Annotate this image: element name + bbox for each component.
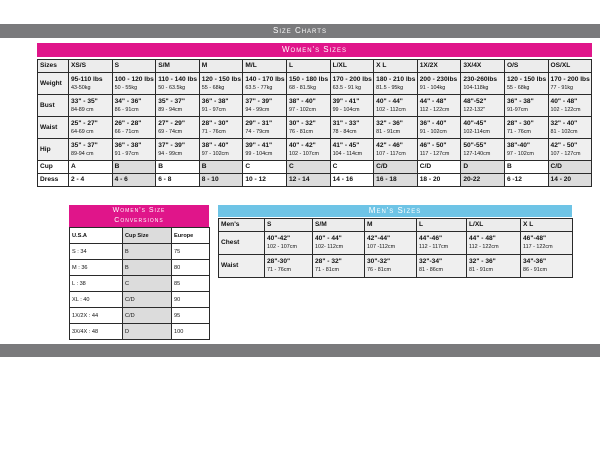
conversions-row (70, 276, 210, 292)
cell-primary-value: 40"-45" (463, 119, 487, 127)
cell-primary-value: 40" - 42" (288, 141, 316, 149)
cell-primary-value: 25" - 27" (71, 119, 98, 127)
womens-bust-cell (199, 95, 243, 117)
womens-bust-cell (286, 95, 330, 117)
cell-primary-value: 200 - 230lbs (419, 75, 458, 83)
cell-primary-value: 95-110 lbs (71, 75, 103, 83)
womens-cup-cell: C/D (374, 161, 418, 174)
cell-secondary-value: 89-94 cm (71, 150, 94, 157)
womens-bust-cell (417, 95, 461, 117)
mens-chest-cell (467, 232, 521, 255)
womens-waist-cell (69, 117, 113, 139)
mens-column-header: X L (521, 219, 573, 232)
cell-primary-value: 30"-32" (367, 258, 391, 265)
cell-primary-value: 39" - 41" (245, 141, 273, 149)
cell-primary-value: 28" - 30" (201, 119, 229, 127)
cell-secondary-value: 102-114cm (463, 128, 490, 135)
womens-cup-cell: C/D (548, 161, 592, 174)
womens-cup-cell: B (156, 161, 200, 174)
womens-waist-cell (417, 117, 461, 139)
womens-dress-cell: 6 - 8 (156, 174, 200, 187)
conversions-row (70, 244, 210, 260)
womens-weight-cell (504, 73, 548, 95)
cell-secondary-value: 112 - 122cm (419, 106, 450, 113)
mens-waist-cell (365, 255, 417, 278)
cell-primary-value: 100 - 120 lbs (114, 75, 154, 83)
womens-bust-cell (243, 95, 287, 117)
cell-secondary-value: 55 - 68kg (506, 84, 530, 91)
womens-hip-cell (286, 139, 330, 161)
cell-primary-value: 46" - 50" (419, 141, 447, 149)
cell-secondary-value: 68 - 81.5kg (288, 84, 316, 91)
cell-secondary-value: 112 - 122cm (469, 244, 499, 250)
cell-secondary-value: 97 - 102cm (506, 150, 534, 157)
cell-secondary-value: 77 - 91kg (550, 84, 574, 91)
womens-hip-cell (374, 139, 418, 161)
womens-weight-cell (112, 73, 156, 95)
cell-primary-value: 41" - 45" (332, 141, 360, 149)
cell-secondary-value: 86 - 91cm (523, 267, 547, 273)
cell-secondary-value: 76 - 81cm (367, 267, 391, 273)
womens-dress-cell: 14 - 20 (548, 174, 592, 187)
conversions-cell: M : 36 (70, 260, 123, 276)
cell-secondary-value: 76 - 81cm (288, 128, 313, 135)
womens-bust-cell (461, 95, 505, 117)
cell-secondary-value: 74 - 79cm (245, 128, 270, 135)
womens-dress-cell: 6 -12 (504, 174, 548, 187)
cell-primary-value: 40" - 44" (315, 235, 342, 242)
cell-primary-value: 32" - 40" (550, 119, 578, 127)
cell-secondary-value: 71 - 76cm (267, 267, 291, 273)
cell-secondary-value: 112 - 117cm (419, 244, 449, 250)
womens-bust-cell (112, 95, 156, 117)
cell-primary-value: 44" - 48" (419, 97, 447, 105)
cell-secondary-value: 55 - 68kg (201, 84, 225, 91)
cell-secondary-value: 94 - 99cm (158, 150, 183, 157)
womens-column-header: S (112, 60, 156, 73)
womens-column-header: 1X/2X (417, 60, 461, 73)
mens-chest-row (219, 232, 573, 255)
cell-primary-value: 35" - 37" (158, 97, 185, 105)
cell-primary-value: 40"-42" (267, 235, 291, 242)
womens-waist-cell (112, 117, 156, 139)
cell-secondary-value: 104-118kg (463, 84, 489, 91)
conversions-column-header: U.S.A (70, 228, 123, 244)
womens-column-header: O/S (504, 60, 548, 73)
womens-column-header: M/L (243, 60, 287, 73)
conversions-cell: 85 (172, 276, 210, 292)
cell-secondary-value: 99 - 104cm (332, 106, 360, 113)
cell-secondary-value: 63.5 - 77kg (245, 84, 273, 91)
conversions-cell: 1X/2X : 44 (70, 308, 123, 324)
mens-chest-cell (417, 232, 467, 255)
cell-secondary-value: 107 - 127cm (550, 150, 581, 157)
conversions-cell: C/D (123, 292, 172, 308)
mens-chest-cell (365, 232, 417, 255)
womens-waist-cell (374, 117, 418, 139)
mens-sizes-title: Men's Sizes (218, 205, 572, 217)
cell-primary-value: 27" - 29" (158, 119, 185, 127)
womens-hip-label: Hip (38, 139, 69, 161)
womens-dress-cell: 12 - 14 (286, 174, 330, 187)
womens-bust-cell (330, 95, 374, 117)
womens-column-header: Sizes (38, 60, 69, 73)
cell-secondary-value: 117 - 122cm (523, 244, 553, 250)
womens-hip-cell (330, 139, 374, 161)
cell-secondary-value: 102 - 107cm (288, 150, 319, 157)
mens-waist-label: Waist (219, 255, 265, 278)
conversions-cell: 80 (172, 260, 210, 276)
womens-dress-cell: 10 - 12 (243, 174, 287, 187)
cell-secondary-value: 71 - 76cm (201, 128, 226, 135)
womens-column-header: L (286, 60, 330, 73)
cell-secondary-value: 107 -112cm (367, 244, 396, 250)
cell-secondary-value: 102- 112cm (315, 244, 344, 250)
womens-waist-label: Waist (38, 117, 69, 139)
cell-primary-value: 37" - 39" (158, 141, 185, 149)
womens-hip-cell (156, 139, 200, 161)
cell-secondary-value: 50 - 55kg (114, 84, 138, 91)
womens-waist-cell (243, 117, 287, 139)
cell-primary-value: 150 - 180 lbs (288, 75, 329, 83)
cell-secondary-value: 91 - 102cm (419, 128, 447, 135)
mens-waist-row (219, 255, 573, 278)
cell-secondary-value: 117 - 127cm (419, 150, 450, 157)
womens-weight-cell (199, 73, 243, 95)
mens-waist-cell (265, 255, 313, 278)
conversions-column-header: Cup Size (123, 228, 172, 244)
womens-hip-cell (504, 139, 548, 161)
cell-secondary-value: 97 - 102cm (201, 150, 229, 157)
cell-secondary-value: 86 - 91cm (114, 106, 139, 113)
cell-secondary-value: 94 - 99cm (245, 106, 270, 113)
womens-dress-label: Dress (38, 174, 69, 187)
womens-hip-cell (417, 139, 461, 161)
womens-bust-cell (156, 95, 200, 117)
cell-primary-value: 28"-30" (267, 258, 291, 265)
womens-weight-cell (548, 73, 592, 95)
womens-cup-cell: B (504, 161, 548, 174)
conversions-cell: XL : 40 (70, 292, 123, 308)
cell-primary-value: 26" - 28" (114, 119, 142, 127)
conversions-title-line1: Women's Size (112, 207, 166, 214)
cell-secondary-value: 50 - 63.5kg (158, 84, 186, 91)
womens-cup-cell: C (243, 161, 287, 174)
womens-weight-cell (243, 73, 287, 95)
womens-cup-row (38, 161, 592, 174)
cell-secondary-value: 102 - 122cm (550, 106, 581, 113)
conversions-cell: C/D (123, 308, 172, 324)
cell-primary-value: 38" - 40" (288, 97, 316, 105)
cell-primary-value: 170 - 200 lbs (332, 75, 372, 83)
mens-sizes-table (218, 218, 573, 278)
womens-waist-cell (504, 117, 548, 139)
womens-weight-cell (461, 73, 505, 95)
cell-primary-value: 31" - 33" (332, 119, 360, 127)
mens-column-header: Men's (219, 219, 265, 232)
cell-primary-value: 33" - 35" (71, 97, 98, 105)
mens-chest-cell (313, 232, 365, 255)
cell-secondary-value: 69 - 74cm (158, 128, 183, 135)
womens-hip-cell (69, 139, 113, 161)
womens-hip-cell (199, 139, 243, 161)
size-charts-header-bar (0, 24, 600, 38)
cell-primary-value: 37" - 39" (245, 97, 273, 105)
womens-dress-cell: 2 - 4 (69, 174, 113, 187)
conversions-cell: D (123, 324, 172, 340)
cell-secondary-value: 81 - 86cm (419, 267, 443, 273)
womens-hip-row (38, 139, 592, 161)
womens-dress-cell: 8 - 10 (199, 174, 243, 187)
womens-weight-label: Weight (38, 73, 69, 95)
conversions-column-header: Europe (172, 228, 210, 244)
womens-weight-cell (286, 73, 330, 95)
cell-secondary-value: 91-97cm (506, 106, 528, 113)
womens-weight-cell (374, 73, 418, 95)
cell-primary-value: 44"-46" (419, 235, 443, 242)
cell-primary-value: 36" - 40" (419, 119, 447, 127)
womens-conversions-title (69, 205, 209, 227)
cell-primary-value: 180 - 210 lbs (376, 75, 416, 83)
womens-waist-cell (548, 117, 592, 139)
cell-primary-value: 32" - 36" (469, 258, 496, 265)
cell-secondary-value: 102 - 112cm (376, 106, 406, 113)
womens-column-header: XS/S (69, 60, 113, 73)
cell-primary-value: 36" - 38" (201, 97, 229, 105)
cell-primary-value: 29" - 31" (245, 119, 273, 127)
womens-column-header: M (199, 60, 243, 73)
womens-column-header: S/M (156, 60, 200, 73)
conversions-row (70, 308, 210, 324)
mens-chest-cell (521, 232, 573, 255)
cell-primary-value: 32" - 36" (376, 119, 403, 127)
mens-column-header: S/M (313, 219, 365, 232)
cell-secondary-value: 78 - 84cm (332, 128, 357, 135)
cell-primary-value: 36" - 38" (506, 97, 534, 105)
cell-secondary-value: 91 - 104kg (419, 84, 446, 91)
womens-dress-cell: 4 - 6 (112, 174, 156, 187)
cell-primary-value: 40" - 44" (376, 97, 403, 105)
cell-primary-value: 48"-52" (463, 97, 487, 105)
cell-secondary-value: 127-140cm (463, 150, 491, 157)
cell-secondary-value: 71 - 81cm (315, 267, 339, 273)
mens-waist-cell (521, 255, 573, 278)
womens-weight-row (38, 73, 592, 95)
womens-hip-cell (548, 139, 592, 161)
womens-waist-row (38, 117, 592, 139)
cell-primary-value: 120 - 150 lbs (506, 75, 547, 83)
cell-secondary-value: 71 - 76cm (506, 128, 531, 135)
cell-primary-value: 110 - 140 lbs (158, 75, 198, 83)
womens-cup-cell: D (461, 161, 505, 174)
womens-column-header: OS/XL (548, 60, 592, 73)
conversions-cell: B (123, 260, 172, 276)
cell-secondary-value: 102 - 107cm (267, 244, 297, 250)
conversions-cell: S : 34 (70, 244, 123, 260)
cell-secondary-value: 81.5 - 95kg (376, 84, 404, 91)
conversions-cell: L : 38 (70, 276, 123, 292)
cell-primary-value: 38"-40" (506, 141, 531, 149)
cell-secondary-value: 64-69 cm (71, 128, 94, 135)
womens-weight-cell (417, 73, 461, 95)
womens-cup-cell: B (112, 161, 156, 174)
mens-waist-cell (467, 255, 521, 278)
cell-primary-value: 34"-36" (523, 258, 547, 265)
womens-bust-row (38, 95, 592, 117)
cell-secondary-value: 107 - 117cm (376, 150, 406, 157)
womens-conversions-table (69, 227, 210, 340)
cell-primary-value: 42" - 46" (376, 141, 403, 149)
womens-hip-cell (112, 139, 156, 161)
womens-hip-cell (461, 139, 505, 161)
womens-dress-row (38, 174, 592, 187)
conversions-header-row (70, 228, 210, 244)
conversions-cell: C (123, 276, 172, 292)
conversions-title-line2: Conversions (114, 217, 164, 224)
mens-header-row (219, 219, 573, 232)
womens-header-row (38, 60, 592, 73)
womens-waist-cell (330, 117, 374, 139)
womens-waist-cell (156, 117, 200, 139)
cell-secondary-value: 104 - 114cm (332, 150, 363, 157)
womens-cup-cell: C/D (417, 161, 461, 174)
cell-primary-value: 34" - 36" (114, 97, 142, 105)
conversions-cell: B (123, 244, 172, 260)
womens-waist-cell (286, 117, 330, 139)
womens-column-header: 3X/4X (461, 60, 505, 73)
womens-dress-cell: 20-22 (461, 174, 505, 187)
womens-cup-label: Cup (38, 161, 69, 174)
mens-chest-label: Chest (219, 232, 265, 255)
cell-primary-value: 35" - 37" (71, 141, 98, 149)
womens-sizes-table (37, 59, 592, 187)
cell-primary-value: 46"-48" (523, 235, 547, 242)
conversions-cell: 90 (172, 292, 210, 308)
cell-secondary-value: 97 - 102cm (288, 106, 316, 113)
cell-secondary-value: 91 - 97cm (114, 150, 139, 157)
cell-secondary-value: 99 - 104cm (245, 150, 273, 157)
womens-bust-cell (374, 95, 418, 117)
womens-bust-cell (548, 95, 592, 117)
cell-secondary-value: 81 - 91cm (469, 267, 493, 273)
mens-chest-cell (265, 232, 313, 255)
conversions-row (70, 292, 210, 308)
womens-bust-cell (504, 95, 548, 117)
womens-sizes-title: Women's Sizes (37, 43, 592, 57)
mens-waist-cell (313, 255, 365, 278)
womens-dress-cell: 16 - 18 (374, 174, 418, 187)
womens-weight-cell (69, 73, 113, 95)
cell-primary-value: 170 - 200 lbs (550, 75, 590, 83)
mens-waist-cell (417, 255, 467, 278)
conversions-row (70, 260, 210, 276)
cell-secondary-value: 66 - 71cm (114, 128, 139, 135)
cell-primary-value: 230-260lbs (463, 75, 498, 83)
cell-primary-value: 42"-44" (367, 235, 391, 242)
cell-secondary-value: 43-50kg (71, 84, 91, 91)
womens-weight-cell (330, 73, 374, 95)
conversions-cell: 3X/4X : 48 (70, 324, 123, 340)
cell-primary-value: 28" - 30" (506, 119, 534, 127)
womens-hip-cell (243, 139, 287, 161)
cell-secondary-value: 63.5 - 91 kg (332, 84, 362, 91)
womens-weight-cell (156, 73, 200, 95)
cell-secondary-value: 81 - 102cm (550, 128, 578, 135)
womens-dress-cell: 18 - 20 (417, 174, 461, 187)
womens-cup-cell: C (286, 161, 330, 174)
cell-secondary-value: 91 - 97cm (201, 106, 226, 113)
cell-primary-value: 28" - 32" (315, 258, 342, 265)
conversions-cell: 75 (172, 244, 210, 260)
cell-primary-value: 50"-55" (463, 141, 487, 149)
cell-primary-value: 39" - 41" (332, 97, 360, 105)
mens-column-header: L/XL (467, 219, 521, 232)
mens-column-header: M (365, 219, 417, 232)
cell-secondary-value: 81 - 91cm (376, 128, 401, 135)
womens-bust-label: Bust (38, 95, 69, 117)
cell-primary-value: 38" - 40" (201, 141, 229, 149)
cell-primary-value: 44" - 48" (469, 235, 496, 242)
cell-secondary-value: 122-132" (463, 106, 486, 113)
womens-cup-cell: C (330, 161, 374, 174)
footer-bar (0, 344, 600, 357)
womens-cup-cell: B (199, 161, 243, 174)
cell-primary-value: 36" - 38" (114, 141, 142, 149)
womens-cup-cell: A (69, 161, 113, 174)
womens-dress-cell: 14 - 16 (330, 174, 374, 187)
womens-column-header: L/XL (330, 60, 374, 73)
cell-primary-value: 140 - 170 lbs (245, 75, 285, 83)
cell-primary-value: 42" - 50" (550, 141, 578, 149)
mens-column-header: S (265, 219, 313, 232)
cell-secondary-value: 89 - 94cm (158, 106, 183, 113)
womens-column-header: X L (374, 60, 418, 73)
conversions-cell: 100 (172, 324, 210, 340)
cell-primary-value: 32"-34" (419, 258, 443, 265)
cell-primary-value: 30" - 32" (288, 119, 316, 127)
cell-primary-value: 120 - 150 lbs (201, 75, 242, 83)
cell-primary-value: 40" - 48" (550, 97, 578, 105)
womens-bust-cell (69, 95, 113, 117)
cell-secondary-value: 84-89 cm (71, 106, 94, 113)
size-charts-title: Size Charts (273, 26, 327, 35)
mens-column-header: L (417, 219, 467, 232)
conversions-cell: 95 (172, 308, 210, 324)
womens-waist-cell (199, 117, 243, 139)
womens-waist-cell (461, 117, 505, 139)
conversions-row (70, 324, 210, 340)
